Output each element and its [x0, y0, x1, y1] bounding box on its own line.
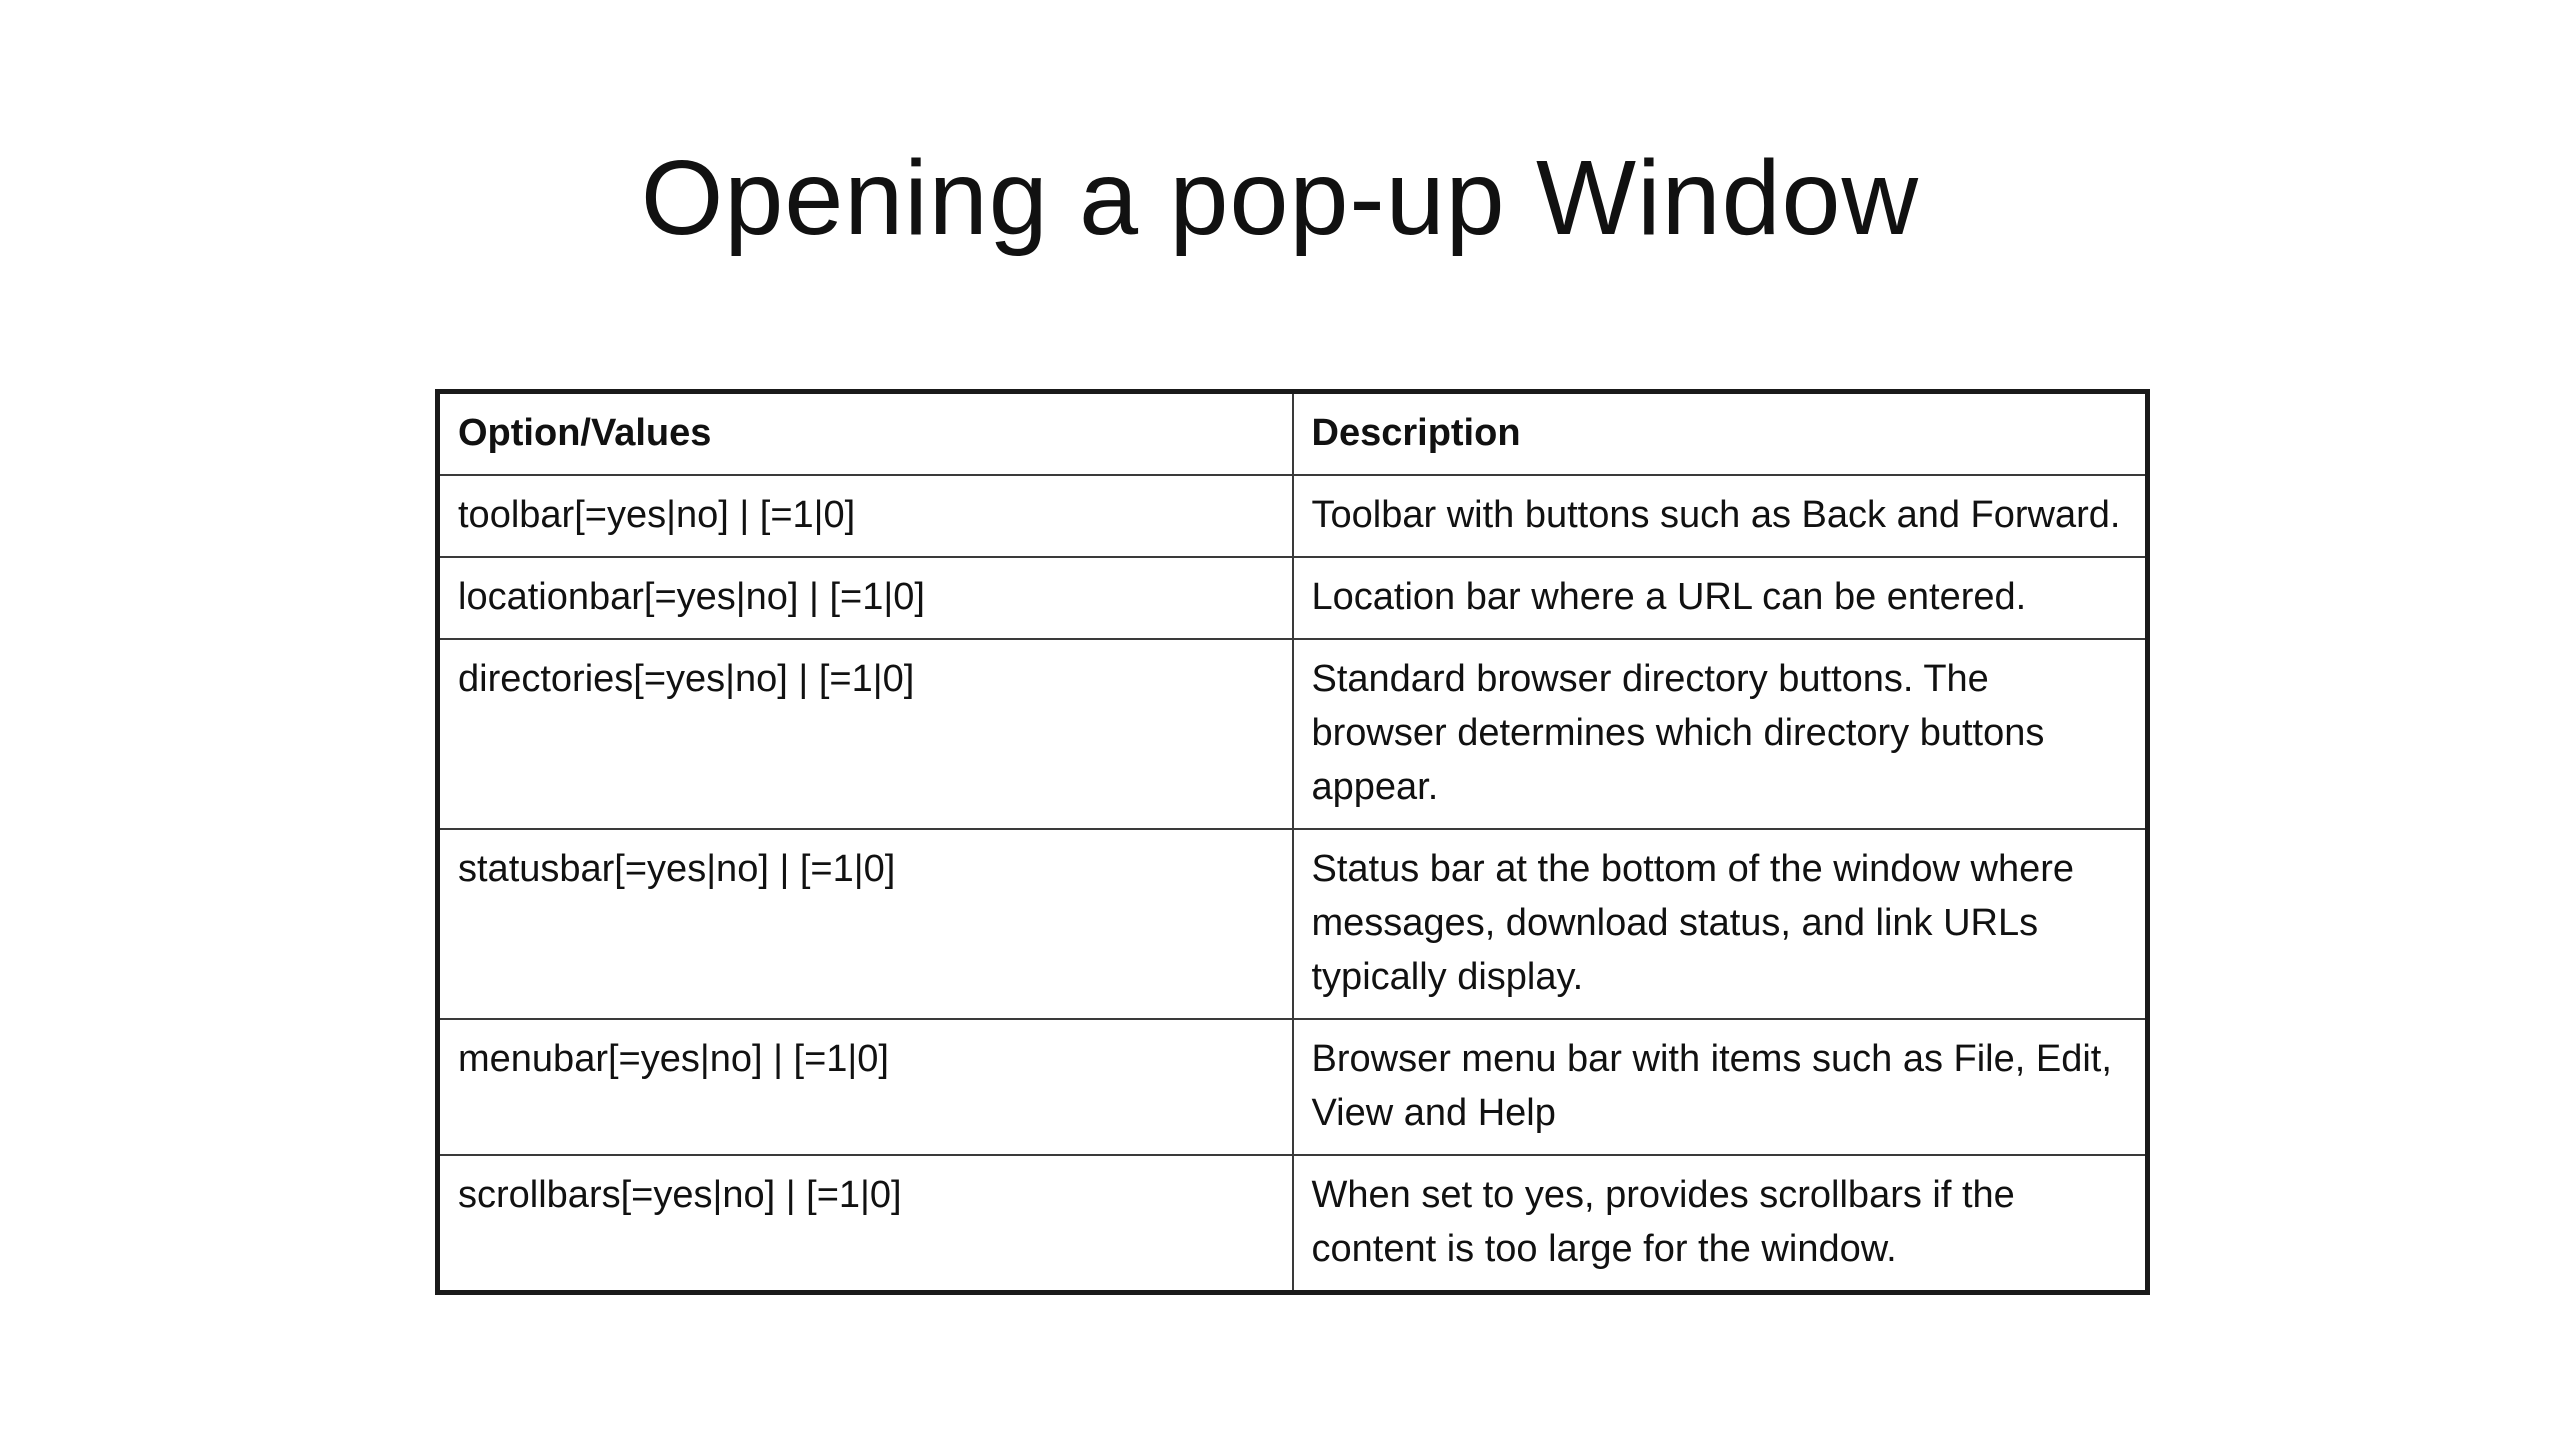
option-cell: toolbar[=yes|no] | [=1|0]: [438, 475, 1293, 557]
table-row: [438, 475, 2148, 557]
description-cell: Location bar where a URL can be entered.: [1293, 557, 2148, 639]
table-row: [438, 1155, 2148, 1293]
option-cell: menubar[=yes|no] | [=1|0]: [438, 1019, 1293, 1155]
table-row: [438, 829, 2148, 1019]
slide-title: Opening a pop-up Window: [640, 139, 1920, 257]
option-cell: directories[=yes|no] | [=1|0]: [438, 639, 1293, 829]
table-row: [438, 639, 2148, 829]
description-cell: Status bar at the bottom of the window where messages, download status, and link URLs typically display.: [1293, 829, 2148, 1019]
options-table: [435, 389, 2150, 1295]
header-description: Description: [1293, 392, 2148, 476]
table-header-row: [438, 392, 2148, 476]
description-cell: Browser menu bar with items such as File, Edit, View and Help: [1293, 1019, 2148, 1155]
option-cell: locationbar[=yes|no] | [=1|0]: [438, 557, 1293, 639]
table-row: [438, 557, 2148, 639]
description-cell: Standard browser directory buttons. The browser determines which directory buttons appear.: [1293, 639, 2148, 829]
option-cell: statusbar[=yes|no] | [=1|0]: [438, 829, 1293, 1019]
table-row: [438, 1019, 2148, 1155]
description-cell: Toolbar with buttons such as Back and Forward.: [1293, 475, 2148, 557]
option-cell: scrollbars[=yes|no] | [=1|0]: [438, 1155, 1293, 1293]
header-option-values: Option/Values: [438, 392, 1293, 476]
description-cell: When set to yes, provides scrollbars if the content is too large for the window.: [1293, 1155, 2148, 1293]
